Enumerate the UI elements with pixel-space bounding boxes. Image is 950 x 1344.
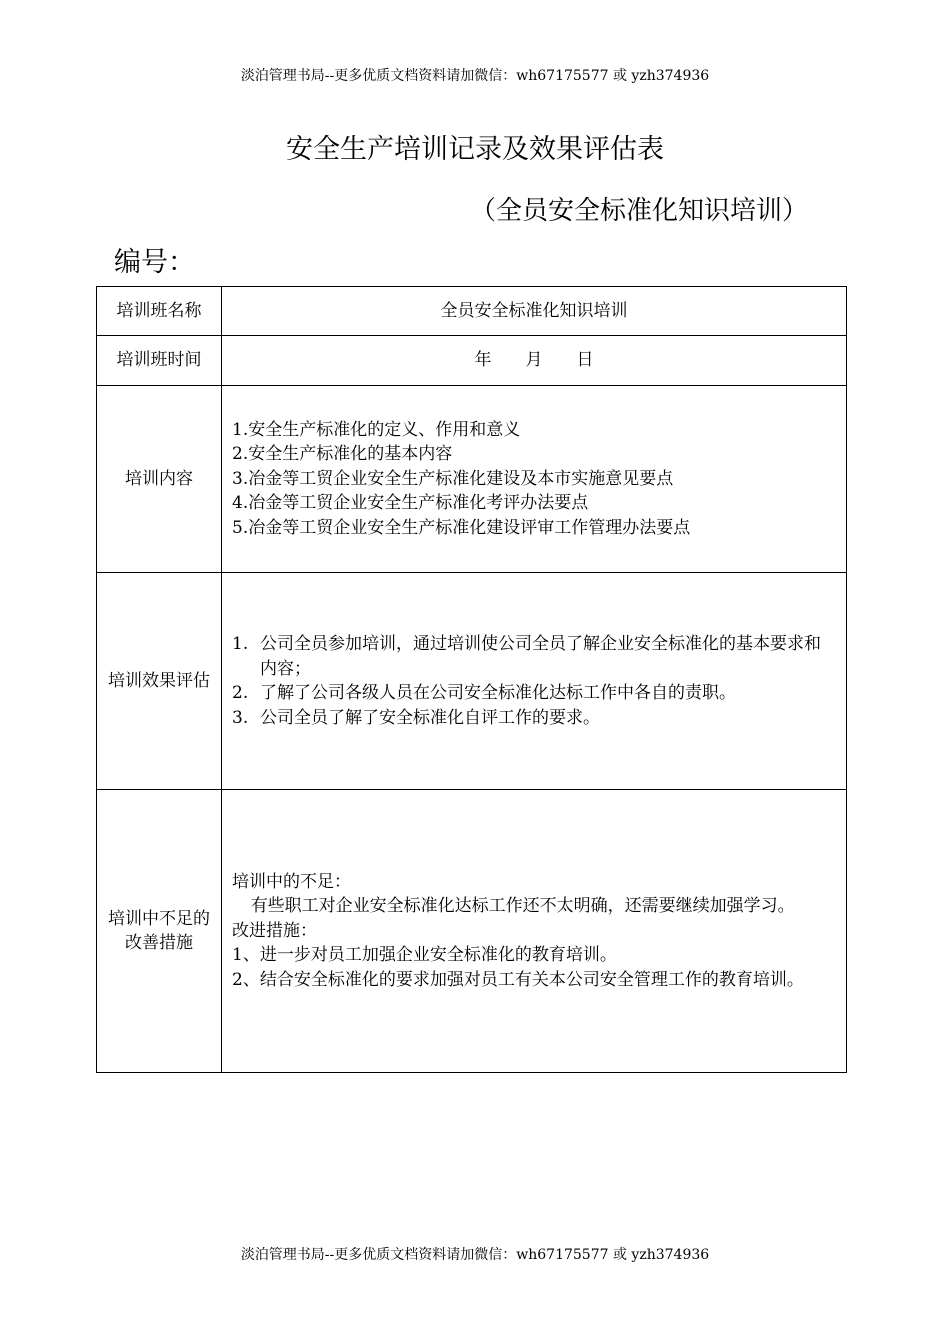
- content-list: [222, 386, 847, 573]
- content-item: 5.冶金等工贸企业安全生产标准化建设评审工作管理办法要点: [232, 517, 691, 538]
- class-time-value: 年 月 日: [222, 336, 847, 386]
- content-item: 3.冶金等工贸企业安全生产标准化建设及本市实施意见要点: [232, 468, 674, 489]
- content-item: 1.安全生产标准化的定义、作用和意义: [232, 419, 521, 440]
- serial-number-label: 编号：: [114, 247, 195, 278]
- class-name-label: 培训班名称: [97, 287, 222, 336]
- evaluation-label: 培训效果评估: [97, 573, 222, 790]
- table-row-evaluation: [97, 573, 847, 790]
- document-subtitle: （全员安全标准化知识培训）: [470, 196, 809, 226]
- table-row-class-time: [97, 336, 847, 386]
- evaluation-item: 2. 了解了公司各级人员在公司安全标准化达标工作中各自的责职。: [232, 683, 736, 703]
- content-label: 培训内容: [97, 386, 222, 573]
- table-row-improvement: [97, 790, 847, 1073]
- training-record-table: [96, 286, 847, 1073]
- evaluation-item: 3. 公司全员了解了安全标准化自评工作的要求。: [232, 707, 600, 728]
- evaluation-list: [222, 573, 847, 790]
- content-item: 4.冶金等工贸企业安全生产标准化考评办法要点: [232, 493, 589, 514]
- shortfall-text: 有些职工对企业安全标准化达标工作还不太明确，还需要继续加强学习。: [250, 896, 795, 917]
- header-note: 淡泊管理书局--更多优质文档资料请加微信：wh67175577 或 yzh374936: [240, 68, 710, 84]
- measure-item: 2、结合安全标准化的要求加强对员工有关本公司安全管理工作的教育培训。: [232, 969, 804, 990]
- measures-heading: 改进措施：: [232, 920, 317, 941]
- class-time-label: 培训班时间: [97, 336, 222, 386]
- table-row-content: [97, 386, 847, 573]
- table-row-class-name: [97, 287, 847, 336]
- content-item: 2.安全生产标准化的基本内容: [232, 444, 453, 465]
- class-name-value: 全员安全标准化知识培训: [222, 287, 847, 336]
- evaluation-item: 1. 公司全员参加培训，通过培训使公司全员了解企业安全标准化的基本要求和内容；: [232, 634, 821, 679]
- footer-note: 淡泊管理书局--更多优质文档资料请加微信：wh67175577 或 yzh374936: [240, 1247, 710, 1263]
- measure-item: 1、进一步对员工加强企业安全标准化的教育培训。: [232, 945, 617, 966]
- improvement-label: 培训中不足的改善措施: [97, 790, 222, 1073]
- shortfall-heading: 培训中的不足：: [232, 871, 351, 892]
- improvement-content: [222, 790, 847, 1073]
- document-title: 安全生产培训记录及效果评估表: [286, 134, 664, 165]
